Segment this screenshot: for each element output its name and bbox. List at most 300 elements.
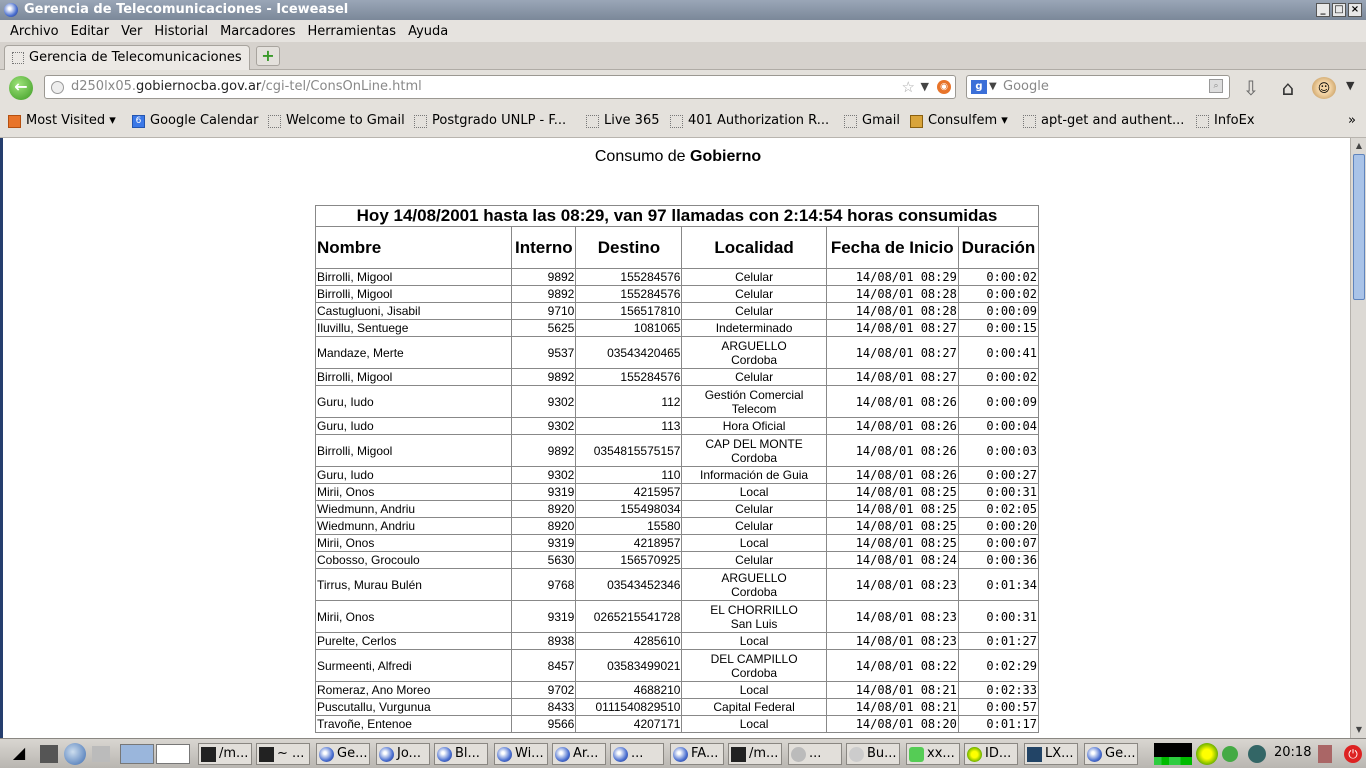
cell-destino: 4285610 — [576, 633, 682, 650]
task-search[interactable] — [788, 743, 842, 765]
terminal-icon — [201, 747, 216, 762]
cell-interno: 5625 — [512, 320, 576, 337]
cell-fecha: 14/08/01 08:22 — [826, 650, 958, 682]
cell-duracion: 0:02:29 — [958, 650, 1038, 682]
cell-duracion: 0:00:09 — [958, 303, 1038, 320]
task-label: ~ ... — [277, 746, 305, 761]
table-body — [316, 269, 1039, 733]
col-localidad: Localidad — [682, 227, 826, 269]
cell-interno: 8938 — [512, 633, 576, 650]
cell-nombre: Travoñe, Entenoe — [316, 716, 512, 733]
table-row — [316, 601, 1039, 633]
terminal-icon — [731, 747, 746, 762]
cell-duracion: 0:00:31 — [958, 601, 1038, 633]
back-button[interactable]: ← — [9, 76, 33, 100]
page-icon — [670, 115, 683, 128]
cell-fecha: 14/08/01 08:23 — [826, 569, 958, 601]
feed-icon[interactable]: ◉ — [937, 80, 951, 94]
page-icon — [1196, 115, 1209, 128]
calls-table — [315, 205, 1039, 733]
cell-duracion: 0:00:09 — [958, 386, 1038, 418]
cell-localidad: ARGUELLO Cordoba — [682, 337, 826, 369]
iceweasel-icon — [379, 747, 394, 762]
table-row — [316, 699, 1039, 716]
cell-destino: 4218957 — [576, 535, 682, 552]
page-icon — [844, 115, 857, 128]
cell-interno: 8920 — [512, 518, 576, 535]
cell-localidad: Información de Guia — [682, 467, 826, 484]
cell-fecha: 14/08/01 08:27 — [826, 369, 958, 386]
cell-fecha: 14/08/01 08:20 — [826, 716, 958, 733]
cell-nombre: Mandaze, Merte — [316, 337, 512, 369]
cell-destino: 03543420465 — [576, 337, 682, 369]
task-terminal-3[interactable] — [728, 743, 782, 765]
table-row — [316, 552, 1039, 569]
cell-interno: 9566 — [512, 716, 576, 733]
table-row — [316, 435, 1039, 467]
calendar-icon: 6 — [132, 115, 145, 128]
scroll-up-icon[interactable]: ▲ — [1355, 141, 1363, 150]
search-icon — [791, 747, 806, 762]
cell-fecha: 14/08/01 08:26 — [826, 467, 958, 484]
tray-app-icon[interactable] — [1196, 743, 1218, 765]
url-history-dropdown-icon[interactable]: ▼ — [920, 80, 929, 93]
app-icon — [967, 747, 982, 762]
cell-nombre: Wiedmunn, Andriu — [316, 518, 512, 535]
task-label: Bu... — [867, 746, 897, 761]
cell-localidad: DEL CAMPILLO Cordoba — [682, 650, 826, 682]
cell-destino: 4215957 — [576, 484, 682, 501]
table-row — [316, 269, 1039, 286]
task-label: ... — [809, 746, 822, 761]
menu-ayuda[interactable]: Ayuda — [408, 23, 449, 39]
bookmark-postgrado-unlp[interactable] — [414, 113, 566, 128]
cell-destino: 03583499021 — [576, 650, 682, 682]
cell-fecha: 14/08/01 08:23 — [826, 601, 958, 633]
cell-interno: 8433 — [512, 699, 576, 716]
bookmark-label: Google Calendar — [150, 113, 259, 128]
cell-nombre: Mirii, Onos — [316, 484, 512, 501]
task-label: ID... — [985, 746, 1012, 761]
cell-localidad: Celular — [682, 286, 826, 303]
cell-destino: 0111540829510 — [576, 699, 682, 716]
page-title — [3, 148, 1353, 166]
task-label: Wi... — [515, 746, 544, 761]
cell-localidad: Local — [682, 716, 826, 733]
cell-interno: 9710 — [512, 303, 576, 320]
cell-nombre: Wiedmunn, Andriu — [316, 501, 512, 518]
task-xx[interactable] — [906, 743, 960, 765]
task-lx[interactable] — [1024, 743, 1078, 765]
iceweasel-icon — [613, 747, 628, 762]
task-label: Ge... — [1105, 746, 1136, 761]
cell-destino: 155284576 — [576, 286, 682, 303]
cell-interno: 9892 — [512, 286, 576, 303]
bookmark-label: Welcome to Gmail — [286, 113, 405, 128]
page-icon — [268, 115, 281, 128]
cell-localidad: Local — [682, 682, 826, 699]
cell-duracion: 0:01:27 — [958, 633, 1038, 650]
table-row — [316, 418, 1039, 435]
bookmark-label: 401 Authorization R... — [688, 113, 830, 128]
cell-nombre: Castugluoni, Jisabil — [316, 303, 512, 320]
cell-destino: 03543452346 — [576, 569, 682, 601]
menu-editar[interactable]: Editar — [70, 23, 110, 39]
app-icon — [909, 747, 924, 762]
terminal-icon — [259, 747, 274, 762]
google-engine-icon[interactable]: g — [971, 80, 987, 94]
cell-nombre: Birrolli, Migool — [316, 286, 512, 303]
tray-bluetooth-icon[interactable] — [1248, 745, 1266, 763]
table-row — [316, 569, 1039, 601]
cell-fecha: 14/08/01 08:27 — [826, 337, 958, 369]
cell-localidad: Local — [682, 633, 826, 650]
bookmark-label: Most Visited — [26, 113, 106, 128]
table-row — [316, 337, 1039, 369]
cell-localidad: Celular — [682, 369, 826, 386]
cell-duracion: 0:02:33 — [958, 682, 1038, 699]
task-terminal-1[interactable] — [198, 743, 252, 765]
cell-nombre: Purelte, Cerlos — [316, 633, 512, 650]
task-label: Ar... — [573, 746, 599, 761]
bookmark-consulfem[interactable]: Consulfem ▾ — [910, 113, 1008, 128]
tab-title: Gerencia de Telecomunicaciones — [29, 50, 242, 65]
cell-nombre: Surmeenti, Alfredi — [316, 650, 512, 682]
table-row — [316, 501, 1039, 518]
iceweasel-icon — [319, 747, 334, 762]
table-row — [316, 303, 1039, 320]
workspace-2[interactable] — [156, 744, 190, 764]
tray-network-icon[interactable] — [1222, 746, 1238, 762]
app-icon — [849, 747, 864, 762]
bookmark-live-365[interactable] — [586, 113, 660, 128]
cell-nombre: Iluvillu, Sentuege — [316, 320, 512, 337]
cell-localidad: Gestión Comercial Telecom — [682, 386, 826, 418]
cell-interno: 5630 — [512, 552, 576, 569]
iceweasel-icon — [497, 747, 512, 762]
col-interno: Interno — [512, 227, 576, 269]
cell-nombre: Birrolli, Migool — [316, 269, 512, 286]
col-nombre: Nombre — [316, 227, 512, 269]
cell-interno: 9537 — [512, 337, 576, 369]
cell-localidad: CAP DEL MONTE Cordoba — [682, 435, 826, 467]
page-content — [0, 138, 1366, 738]
url-domain: gobiernocba.gov.ar — [136, 79, 262, 94]
cell-duracion: 0:00:36 — [958, 552, 1038, 569]
cell-interno: 9302 — [512, 418, 576, 435]
cell-nombre: Birrolli, Migool — [316, 435, 512, 467]
cpu-monitor — [1154, 743, 1192, 765]
menu-bar — [0, 20, 1366, 42]
cell-destino: 156570925 — [576, 552, 682, 569]
iceweasel-icon — [1087, 747, 1102, 762]
cell-duracion: 0:00:31 — [958, 484, 1038, 501]
cell-localidad: Hora Oficial — [682, 418, 826, 435]
bookmarks-toolbar — [0, 106, 1366, 138]
window-title: Gerencia de Telecomunicaciones - Iceweasel — [24, 2, 349, 17]
task-label: LX... — [1045, 746, 1074, 761]
tab-bar — [0, 42, 1366, 70]
task-browser-fa[interactable] — [670, 743, 724, 765]
task-id[interactable] — [964, 743, 1018, 765]
bookmark-label: Live 365 — [604, 113, 660, 128]
cell-fecha: 14/08/01 08:21 — [826, 699, 958, 716]
table-summary-row — [316, 206, 1039, 227]
cell-nombre: Romeraz, Ano Moreo — [316, 682, 512, 699]
menu-historial[interactable]: Historial — [154, 23, 209, 39]
cell-localidad: Celular — [682, 303, 826, 320]
table-row — [316, 386, 1039, 418]
downloads-icon[interactable]: ⇩ — [1242, 76, 1260, 100]
bookmark-label: Consulfem — [928, 113, 998, 128]
scroll-thumb[interactable] — [1353, 154, 1365, 300]
search-go-icon[interactable]: ⌕ — [1209, 79, 1223, 93]
search-engine-dropdown-icon[interactable]: ▼ — [989, 81, 997, 92]
new-tab-button[interactable]: + — [256, 46, 280, 66]
vertical-scrollbar[interactable] — [1350, 138, 1366, 738]
cell-destino: 110 — [576, 467, 682, 484]
table-row — [316, 633, 1039, 650]
table-row — [316, 369, 1039, 386]
windows-icon[interactable] — [92, 746, 110, 762]
bookmark-label: InfoEx — [1214, 113, 1255, 128]
page-favicon-icon — [12, 52, 24, 64]
table-row — [316, 467, 1039, 484]
task-label: ... — [631, 746, 644, 761]
cell-localidad: Local — [682, 535, 826, 552]
cell-nombre: Guru, Iudo — [316, 386, 512, 418]
cell-nombre: Birrolli, Migool — [316, 369, 512, 386]
cell-duracion: 0:00:15 — [958, 320, 1038, 337]
page-title-prefix: Consumo de — [594, 148, 691, 165]
site-identity-icon[interactable] — [51, 81, 64, 94]
table-row — [316, 286, 1039, 303]
col-fecha: Fecha de Inicio — [826, 227, 958, 269]
menu-archivo[interactable]: Archivo — [10, 23, 59, 39]
bookmark-label: Postgrado UNLP - F... — [432, 113, 567, 128]
folder-icon — [910, 115, 923, 128]
cell-destino: 0265215541728 — [576, 601, 682, 633]
clock: 20:18 — [1274, 745, 1312, 760]
most-visited-icon — [8, 115, 21, 128]
url-path: /cgi-tel/ConsOnLine.html — [261, 79, 422, 94]
cell-fecha: 14/08/01 08:25 — [826, 535, 958, 552]
bookmark-apt-get[interactable] — [1023, 113, 1184, 128]
cell-nombre: Mirii, Onos — [316, 601, 512, 633]
page-icon — [586, 115, 599, 128]
task-label: xx... — [927, 746, 955, 761]
cell-nombre: Tirrus, Murau Bulén — [316, 569, 512, 601]
cell-interno: 9319 — [512, 601, 576, 633]
iceweasel-icon — [4, 3, 18, 17]
bookmark-gmail[interactable] — [844, 113, 900, 128]
table-row — [316, 518, 1039, 535]
cell-destino: 113 — [576, 418, 682, 435]
task-browser-ge[interactable] — [316, 743, 370, 765]
page-icon — [414, 115, 427, 128]
tab-gerencia[interactable] — [4, 45, 250, 71]
cell-interno: 9892 — [512, 269, 576, 286]
page-icon — [1023, 115, 1036, 128]
table-summary: Hoy 14/08/2001 hasta las 08:29, van 97 llamadas con 2:14:54 horas consumidas — [316, 206, 1039, 227]
task-terminal-2[interactable] — [256, 743, 310, 765]
cell-duracion: 0:00:02 — [958, 286, 1038, 303]
cell-localidad: Local — [682, 484, 826, 501]
bookmark-infoex[interactable] — [1196, 113, 1255, 128]
search-bar[interactable] — [966, 75, 1230, 99]
app-icon — [1027, 747, 1042, 762]
cell-duracion: 0:00:41 — [958, 337, 1038, 369]
table-row — [316, 320, 1039, 337]
cell-nombre: Puscutallu, Vurgunua — [316, 699, 512, 716]
cell-localidad: Indeterminado — [682, 320, 826, 337]
cell-duracion: 0:00:07 — [958, 535, 1038, 552]
cell-localidad: Celular — [682, 501, 826, 518]
cell-destino: 4207171 — [576, 716, 682, 733]
task-browser-wi[interactable] — [494, 743, 548, 765]
cell-nombre: Guru, Iudo — [316, 418, 512, 435]
cell-localidad: Celular — [682, 518, 826, 535]
cell-duracion: 0:00:27 — [958, 467, 1038, 484]
cell-fecha: 14/08/01 08:21 — [826, 682, 958, 699]
col-destino: Destino — [576, 227, 682, 269]
tray-volume-icon[interactable] — [1318, 745, 1332, 763]
cell-interno: 9702 — [512, 682, 576, 699]
cell-localidad: Celular — [682, 552, 826, 569]
menu-marcadores[interactable]: Marcadores — [220, 23, 296, 39]
task-label: FA... — [691, 746, 719, 761]
window-titlebar[interactable] — [0, 0, 1366, 20]
cell-interno: 8920 — [512, 501, 576, 518]
cell-duracion: 0:00:02 — [958, 269, 1038, 286]
close-button[interactable]: × — [1348, 3, 1362, 17]
navigation-bar — [0, 70, 1366, 106]
workspace-1[interactable] — [120, 744, 154, 764]
cell-fecha: 14/08/01 08:25 — [826, 501, 958, 518]
bookmark-welcome-gmail[interactable] — [268, 113, 405, 128]
cell-interno: 9892 — [512, 435, 576, 467]
cell-destino: 15580 — [576, 518, 682, 535]
cell-duracion: 0:02:05 — [958, 501, 1038, 518]
cell-fecha: 14/08/01 08:26 — [826, 386, 958, 418]
task-browser-blank[interactable] — [610, 743, 664, 765]
cell-nombre: Mirii, Onos — [316, 535, 512, 552]
cell-destino: 155284576 — [576, 269, 682, 286]
cell-interno: 9892 — [512, 369, 576, 386]
greasemonkey-dropdown-icon[interactable]: ▼ — [1346, 79, 1355, 92]
cell-interno: 9768 — [512, 569, 576, 601]
menu-ver[interactable]: Ver — [121, 23, 143, 39]
task-browser-ge-2[interactable] — [1084, 743, 1138, 765]
cell-destino: 0354815575157 — [576, 435, 682, 467]
scroll-down-icon[interactable]: ▼ — [1355, 725, 1363, 734]
greasemonkey-icon[interactable]: ☺ — [1312, 77, 1336, 99]
menu-herramientas[interactable]: Herramientas — [307, 23, 397, 39]
task-browser-jo[interactable] — [376, 743, 430, 765]
bookmark-most-visited[interactable]: Most Visited ▾ — [8, 113, 116, 128]
cell-destino: 1081065 — [576, 320, 682, 337]
cell-fecha: 14/08/01 08:29 — [826, 269, 958, 286]
cell-duracion: 0:01:17 — [958, 716, 1038, 733]
task-browser-ar[interactable] — [552, 743, 606, 765]
menu-launcher-icon[interactable]: ◢ — [12, 743, 26, 762]
cell-localidad: Celular — [682, 269, 826, 286]
cell-duracion: 0:00:03 — [958, 435, 1038, 467]
task-bu[interactable] — [846, 743, 900, 765]
task-label: /m... — [219, 746, 249, 761]
cell-interno: 8457 — [512, 650, 576, 682]
search-placeholder: Google — [1003, 79, 1049, 94]
cell-duracion: 0:00:04 — [958, 418, 1038, 435]
task-label: Ge... — [337, 746, 368, 761]
cell-destino: 4688210 — [576, 682, 682, 699]
task-label: /m... — [749, 746, 779, 761]
table-row — [316, 535, 1039, 552]
cell-fecha: 14/08/01 08:26 — [826, 435, 958, 467]
desktop-icon[interactable] — [40, 745, 58, 763]
cell-interno: 9302 — [512, 467, 576, 484]
task-label: Bl... — [455, 746, 480, 761]
cell-interno: 9319 — [512, 484, 576, 501]
cell-destino: 155498034 — [576, 501, 682, 518]
cell-fecha: 14/08/01 08:25 — [826, 518, 958, 535]
cell-duracion: 0:00:20 — [958, 518, 1038, 535]
table-row — [316, 716, 1039, 733]
cell-interno: 9302 — [512, 386, 576, 418]
cell-duracion: 0:01:34 — [958, 569, 1038, 601]
bookmark-401-authorization[interactable] — [670, 113, 829, 128]
col-duracion: Duración — [958, 227, 1038, 269]
taskbar — [0, 738, 1366, 768]
cell-fecha: 14/08/01 08:24 — [826, 552, 958, 569]
table-row — [316, 484, 1039, 501]
url-prefix: d250lx05. — [71, 79, 137, 94]
cell-localidad: EL CHORRILLO San Luis — [682, 601, 826, 633]
cell-localidad: Capital Federal — [682, 699, 826, 716]
page-title-bold: Gobierno — [690, 148, 762, 165]
cell-nombre: Cobosso, Grocoulo — [316, 552, 512, 569]
cell-destino: 155284576 — [576, 369, 682, 386]
minimize-button[interactable]: _ — [1316, 3, 1330, 17]
table-row — [316, 682, 1039, 699]
iceweasel-icon — [437, 747, 452, 762]
maximize-button[interactable]: □ — [1332, 3, 1346, 17]
task-browser-bl[interactable] — [434, 743, 488, 765]
iceweasel-icon — [673, 747, 688, 762]
table-header-row — [316, 227, 1039, 269]
cell-destino: 156517810 — [576, 303, 682, 320]
url-bar[interactable] — [44, 75, 956, 99]
cell-fecha: 14/08/01 08:25 — [826, 484, 958, 501]
cell-interno: 9319 — [512, 535, 576, 552]
bookmark-star-icon[interactable]: ☆ — [901, 78, 915, 96]
cell-duracion: 0:00:57 — [958, 699, 1038, 716]
cell-fecha: 14/08/01 08:28 — [826, 303, 958, 320]
power-icon[interactable]: ⏻ — [1344, 745, 1362, 763]
bookmark-google-calendar[interactable] — [132, 113, 258, 128]
cell-duracion: 0:00:02 — [958, 369, 1038, 386]
cell-fecha: 14/08/01 08:27 — [826, 320, 958, 337]
bookmark-label: apt-get and authent... — [1041, 113, 1185, 128]
window-controls — [1316, 3, 1362, 17]
bookmark-label: Gmail — [862, 113, 900, 128]
browser-launcher-icon[interactable] — [64, 743, 86, 765]
table-row — [316, 650, 1039, 682]
cell-localidad: ARGUELLO Cordoba — [682, 569, 826, 601]
home-icon[interactable]: ⌂ — [1281, 76, 1295, 100]
bookmarks-overflow-icon[interactable]: » — [1348, 113, 1356, 128]
cell-fecha: 14/08/01 08:26 — [826, 418, 958, 435]
